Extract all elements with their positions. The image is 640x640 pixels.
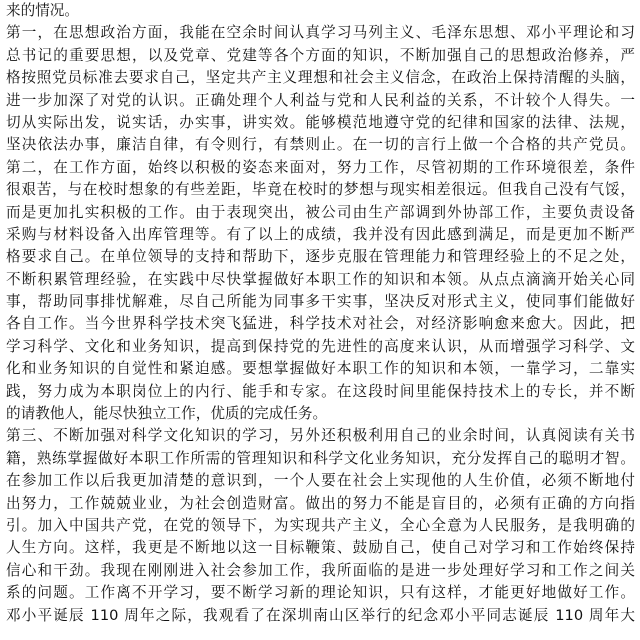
text-line: 格按照党员标准去要求自己，坚定共产主义理想和社会主义信念，在政治上保持清醒的头脑， xyxy=(6,69,635,87)
text-line: 第三、不断加强对科学文化知识的学习，另外还积极利用自己的业余时间，认真阅读有关书 xyxy=(6,427,635,445)
text-line: 坚决依法办事，廉洁自律，有令则行，有禁则止。在一切的言行上做一个合格的共产党员。 xyxy=(6,136,635,154)
text-line: 来的情况。 xyxy=(6,2,79,19)
text-line: 的请教他人，能尽快独立工作，优质的完成任务。 xyxy=(6,405,328,423)
text-line: 邓小平诞辰 110 周年之际，我观看了在深圳南山区举行的纪念邓小平同志诞辰 110 周年大 xyxy=(6,606,635,624)
text-line: 践，努力成为本职岗位上的内行、能手和专家。在这段时间里能保持技术上的专长，并不断 xyxy=(6,382,635,400)
text-line: 第二，在工作方面，始终以积极的姿态来面对，努力工作，尽管初期的工作环境很差，条件 xyxy=(6,158,635,176)
text-line: 人生方向。这样，我更是不断地以这一目标鞭策、鼓励自己，使自己对学习和工作始终保持 xyxy=(6,539,635,557)
text-line: 在参加工作以后我更加清楚的意识到，一个人要在社会上实现他的人生价值，必须不断地付 xyxy=(6,472,635,490)
text-line: 各自工作。当今世界科学技术突飞猛进，科学技术对社会，对经济影响愈来愈大。因此，把 xyxy=(6,315,635,333)
text-line: 总书记的重要思想，以及党章、党建等各个方面的知识，不断加强自己的思想政治修养，严 xyxy=(6,46,635,64)
text-line: 化和业务知识的自觉性和紧迫感。要想掌握做好本职工作的知识和本领，一靠学习，二靠实 xyxy=(6,360,635,378)
text-line: 第一，在思想政治方面，我能在空余时间认真学习马列主义、毛泽东思想、邓小平理论和习 xyxy=(6,24,635,42)
text-line: 而是更加扎实积极的工作。由于表现突出，被公司由生产部调到外协部工作，主要负责设备 xyxy=(6,203,635,221)
text-line: 籍，熟练掌握做好本职工作所需的管理知识和科学文化业务知识，充分发挥自己的聪明才智。 xyxy=(6,449,635,467)
text-line: 系的问题。工作离不开学习，要不断学习新的理论知识，只有这样，才能更好地做好工作。 xyxy=(6,584,635,602)
text-line: 格要求自己。在单位领导的支持和帮助下，逐步克服在管理能力和管理经验上的不足之处， xyxy=(6,248,635,266)
text-line: 事，帮助同事排忧解难，尽自己所能为同事多干实事，坚决反对形式主义，使同事们能做好 xyxy=(6,293,635,311)
text-line: 进一步加深了对党的认识。正确处理个人利益与党和人民利益的关系，不计较个人得失。一 xyxy=(6,91,635,109)
text-line: 引。加入中国共产党，在党的领导下，为实现共产主义，全心全意为人民服务，是我明确的 xyxy=(6,516,635,534)
text-line: 不断积累管理经验，在实践中尽快掌握做好本职工作的知识和本领。从点点滴滴开始关心同 xyxy=(6,270,635,288)
text-line: 很艰苦，与在校时想象的有些差距，毕竟在校时的梦想与现实相差很远。但我自己没有气馁， xyxy=(6,181,635,199)
text-line: 学习科学、文化和业务知识，提高到保持党的先进性的高度来认识，从而增强学习科学、文 xyxy=(6,337,635,355)
text-line: 切从实际出发，说实话，办实事，讲实效。能够模范地遵守党的纪律和国家的法律、法规， xyxy=(6,113,635,131)
text-line: 采购与材料设备入出库管理等。有了以上的成绩，我并没有因此感到满足，而是更加不断严 xyxy=(6,225,635,243)
text-line: 出努力，工作兢兢业业，为社会创造财富。做出的努力不能是盲目的，必须有正确的方向指 xyxy=(6,494,635,512)
text-line: 信心和干劲。我现在刚刚进入社会参加工作，我所面临的是进一步处理好学习和工作之间关 xyxy=(6,561,635,579)
